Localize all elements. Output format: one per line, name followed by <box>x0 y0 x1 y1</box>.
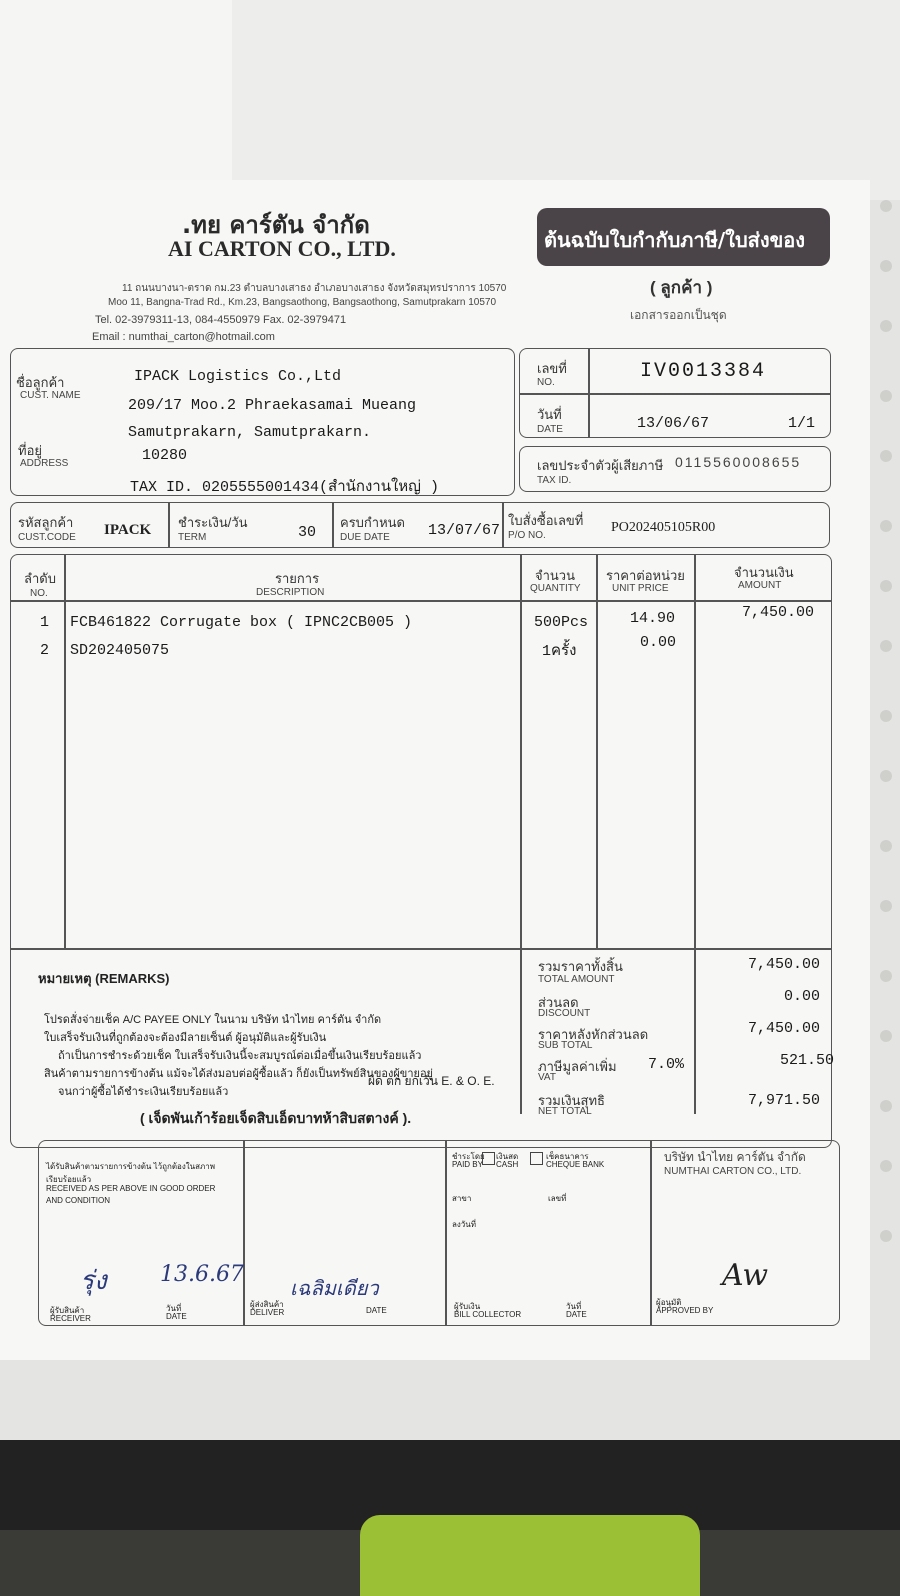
background-paper-sheet <box>0 0 232 200</box>
address-label-th: ที่อยู่ <box>18 443 42 458</box>
branch-label: สาขา <box>452 1194 472 1203</box>
total-label-th: รวมราคาทั้งสิ้น <box>538 959 623 974</box>
received-en-1: RECEIVED AS PER ABOVE IN GOOD ORDER <box>46 1184 216 1193</box>
cheque-label-th: เช็คธนาคาร <box>546 1152 589 1161</box>
net-label-th: รวมเงินสุทธิ <box>538 1093 605 1108</box>
term-label-en: TERM <box>178 532 207 543</box>
company-address-th: 11 ถนนบางนา-ตราด กม.23 ตำบลบางเสาธง อำเภอบางเสาธง จังหวัดสมุทรปราการ 10570 <box>122 283 507 294</box>
tax-label-th: เลขประจำตัวผู้เสียภาษี <box>537 458 664 473</box>
col-amount-en: AMOUNT <box>738 580 782 591</box>
row-quantity: 1ครั้ง <box>542 643 577 660</box>
vat-label-en: VAT <box>538 1072 556 1083</box>
page-number: 1/1 <box>788 415 816 432</box>
cust-code-label-en: CUST.CODE <box>18 532 76 543</box>
vat-amount: 521.50 <box>780 1052 835 1069</box>
address-label-en: ADDRESS <box>20 458 69 469</box>
receiver-label-en: RECEIVER <box>50 1314 91 1323</box>
po-number: PO202405105R00 <box>611 520 716 535</box>
date-label-th: วันที่ <box>537 407 562 422</box>
no-label-th: เลขที่ <box>537 361 567 376</box>
row-no: 1 <box>40 614 50 631</box>
received-en-2: AND CONDITION <box>46 1196 110 1205</box>
company-name-th: .ทย คาร์ตัน จำกัด <box>182 211 370 239</box>
col-price-th: ราคาต่อหน่วย <box>606 568 685 583</box>
col-no-th: ลำดับ <box>24 571 56 586</box>
remarks-line-3: ถ้าเป็นการชำระด้วยเช็ค ใบเสร็จรับเงินนี้จะสมบูรณ์ต่อเมื่อขึ้นเงินเรียบร้อยแล้ว <box>58 1050 422 1062</box>
footer-company-en: NUMTHAI CARTON CO., LTD. <box>664 1166 802 1177</box>
customer-tax-id: TAX ID. 0205555001434(สำนักงานใหญ่ ) <box>130 479 439 496</box>
due-date: 13/07/67 <box>428 522 501 539</box>
receiver-date-handwritten: 13.6.67 <box>160 1262 244 1287</box>
deliver-label-th: ผู้ส่งสินค้า <box>250 1300 284 1309</box>
subtotal-label-en: SUB TOTAL <box>538 1040 593 1051</box>
invoice-number: IV0013384 <box>640 360 767 383</box>
col-amount-th: จำนวนเงิน <box>734 565 794 580</box>
dated-label: ลงวันที่ <box>452 1220 477 1229</box>
row-description: FCB461822 Corrugate box ( IPNC2CB005 ) <box>70 614 413 631</box>
row-unit-price: 14.90 <box>630 610 676 627</box>
col-desc-en: DESCRIPTION <box>256 587 325 598</box>
discount-amount: 0.00 <box>784 988 821 1005</box>
eoe-note: ผิด ตก ยกเว้น E. & O. E. <box>368 1074 495 1088</box>
cash-label-en: CASH <box>496 1160 519 1169</box>
total-label-en: TOTAL AMOUNT <box>538 974 615 985</box>
cust-code: IPACK <box>104 522 152 538</box>
receiver-date-label-en: DATE <box>166 1312 187 1321</box>
invoice-date: 13/06/67 <box>637 415 710 432</box>
no-label-en: NO. <box>537 377 555 388</box>
customer-address-2: Samutprakarn, Samutprakarn. <box>128 424 372 441</box>
remarks-title: หมายเหตุ (REMARKS) <box>38 971 170 986</box>
cheque-no-label: เลขที่ <box>548 1194 567 1203</box>
approved-signature: Aw <box>722 1258 768 1293</box>
set-note: เอกสารออกเป็นชุด <box>630 308 727 322</box>
col-qty-en: QUANTITY <box>530 583 581 594</box>
approved-label-en: APPROVED BY <box>656 1306 714 1315</box>
net-total: 7,971.50 <box>748 1092 821 1109</box>
subtotal-amount: 7,450.00 <box>748 1020 821 1037</box>
cloth-green <box>360 1515 700 1596</box>
remarks-line-4: สินค้าตามรายการข้างต้น แม้จะได้ส่งมอบต่อผู้ซื้อแล้ว ก็ยังเป็นทรัพย์สินของผู้ขายอยู่ <box>44 1068 433 1080</box>
cust-code-label-th: รหัสลูกค้า <box>18 515 74 530</box>
row-amount: 7,450.00 <box>742 604 815 621</box>
row-quantity: 500Pcs <box>534 614 589 631</box>
date-label-en: DATE <box>537 424 563 435</box>
po-label-th: ใบสั่งซื้อเลขที่ <box>508 513 584 528</box>
col-no-en: NO. <box>30 588 48 599</box>
receiver-signature: รุ่ง <box>80 1266 107 1296</box>
receiver-label-th: ผู้รับสินค้า <box>50 1306 85 1315</box>
cust-name-label-en: CUST. NAME <box>20 390 81 401</box>
cash-checkbox[interactable] <box>482 1152 495 1165</box>
net-label-en: NET TOTAL <box>538 1106 592 1117</box>
paid-by-th: ชำระโดย <box>452 1152 485 1161</box>
cheque-label-en: CHEQUE BANK <box>546 1160 605 1169</box>
received-th: ได้รับสินค้าตามรายการข้างต้น ไว้ถูกต้องในสภาพเรียบร้อยแล้ว <box>46 1162 216 1184</box>
customer-address-1: 209/17 Moo.2 Phraekasamai Mueang <box>128 397 417 414</box>
vat-label-th: ภาษีมูลค่าเพิ่ม <box>538 1059 617 1074</box>
discount-label-en: DISCOUNT <box>538 1008 591 1019</box>
document-title: ต้นฉบับใบกำกับภาษี/ใบส่งของ <box>544 228 806 252</box>
vat-rate: 7.0% <box>648 1056 685 1073</box>
company-email: Email : numthai_carton@hotmail.com <box>92 331 275 343</box>
po-label-en: P/O NO. <box>508 530 546 541</box>
collector-label-en: BILL COLLECTOR <box>454 1310 522 1319</box>
total-amount: 7,450.00 <box>748 956 821 973</box>
cust-name-label-th: ชื่อลูกค้า <box>16 375 65 390</box>
deliver-date-label-en: DATE <box>366 1306 387 1315</box>
col-qty-th: จำนวน <box>535 568 575 583</box>
subtotal-label-th: ราคาหลังหักส่วนลด <box>538 1027 649 1042</box>
col-price-en: UNIT PRICE <box>612 583 669 594</box>
amount-in-words: ( เจ็ดพันเก้าร้อยเจ็ดสิบเอ็ดบาทห้าสิบสตางค์ ). <box>140 1110 412 1126</box>
paid-by-en: PAID BY <box>452 1160 483 1169</box>
customer-address-3: 10280 <box>142 447 188 464</box>
due-label-en: DUE DATE <box>340 532 390 543</box>
tax-label-en: TAX ID. <box>537 475 572 486</box>
collector-label-th: ผู้รับเงิน <box>454 1302 481 1311</box>
cheque-checkbox[interactable] <box>530 1152 543 1165</box>
cash-label-th: เงินสด <box>496 1152 519 1161</box>
copy-for: ( ลูกค้า ) <box>650 278 713 297</box>
company-name-en: AI CARTON CO., LTD. <box>168 236 396 261</box>
row-description: SD202405075 <box>70 642 170 659</box>
term-days: 30 <box>298 524 317 541</box>
footer-company-th: บริษัท นำไทย คาร์ตัน จำกัด <box>664 1150 806 1164</box>
col-desc-th: รายการ <box>275 571 320 586</box>
receiver-date-label-th: วันที่ <box>166 1304 182 1313</box>
collector-date-label-th: วันที่ <box>566 1302 582 1311</box>
customer-name: IPACK Logistics Co.,Ltd <box>134 368 342 385</box>
remarks-line-1: โปรดสั่งจ่ายเช็ค A/C PAYEE ONLY ในนาม บริษัท นำไทย คาร์ตัน จำกัด <box>44 1014 382 1026</box>
due-label-th: ครบกำหนด <box>340 515 405 530</box>
remarks-line-5: จนกว่าผู้ซื้อได้ชำระเงินเรียบร้อยแล้ว <box>58 1086 229 1098</box>
deliver-label-en: DELIVER <box>250 1308 285 1317</box>
company-phone: Tel. 02-3979311-13, 084-4550979 Fax. 02-3979471 <box>95 314 347 326</box>
company-address-en: Moo 11, Bangna-Trad Rd., Km.23, Bangsaothong, Bangsaothong, Samutprakarn 10570 <box>108 297 497 308</box>
tractor-holes <box>872 190 900 1270</box>
seller-tax-id: 0115560008655 <box>675 454 802 470</box>
discount-label-th: ส่วนลด <box>538 995 579 1010</box>
row-no: 2 <box>40 642 50 659</box>
collector-date-label-en: DATE <box>566 1310 587 1319</box>
remarks-line-2: ใบเสร็จรับเงินที่ถูกต้องจะต้องมีลายเซ็นต์ ผู้อนุมัติและผู้รับเงิน <box>44 1032 327 1044</box>
deliver-signature: เฉลิมเดียว <box>290 1276 379 1300</box>
approved-label-th: ผู้อนุมัติ <box>656 1298 682 1307</box>
term-label-th: ชำระเงิน/วัน <box>178 515 248 530</box>
row-unit-price: 0.00 <box>640 634 677 651</box>
